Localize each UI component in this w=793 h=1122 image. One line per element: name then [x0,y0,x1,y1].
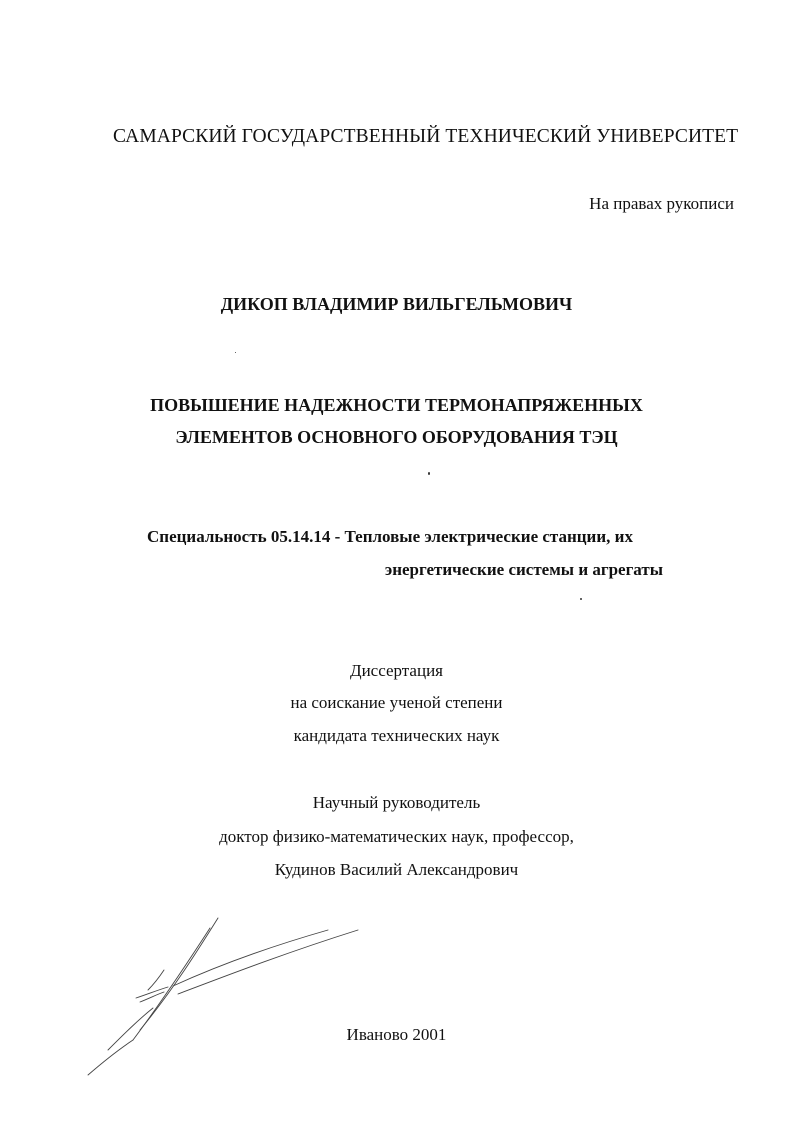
city-year: Иваново 2001 [346,1025,447,1044]
author-name: ДИКОП ВЛАДИМИР ВИЛЬГЕЛЬМОВИЧ [220,294,573,314]
specialty-line-1: Специальность 05.14.14 - Тепловые электрические станции, их [147,527,633,546]
supervisor-name: Кудинов Василий Александрович [274,860,519,879]
university-name: САМАРСКИЙ ГОСУДАРСТВЕННЫЙ ТЕХНИЧЕСКИЙ УНИВЕРСИТЕТ [113,126,739,147]
dissertation-line-3: кандидата технических наук [293,726,500,745]
supervisor-label: Научный руководитель [312,793,481,812]
scan-speck [580,598,582,600]
scan-speck [428,472,430,475]
title-line-1: ПОВЫШЕНИЕ НАДЕЖНОСТИ ТЕРМОНАПРЯЖЕННЫХ [150,395,643,415]
dissertation-line-2: на соискание ученой степени [290,693,503,712]
dissertation-line-1: Диссертация [349,661,443,680]
title-line-2: ЭЛЕМЕНТОВ ОСНОВНОГО ОБОРУДОВАНИЯ ТЭЦ [175,427,618,447]
scan-speck [235,352,236,353]
manuscript-note: На правах рукописи [589,194,734,213]
handwritten-signature [78,890,378,1080]
supervisor-degree: доктор физико-математических наук, профессор, [219,827,574,846]
specialty-line-2: энергетические системы и агрегаты [384,560,663,579]
